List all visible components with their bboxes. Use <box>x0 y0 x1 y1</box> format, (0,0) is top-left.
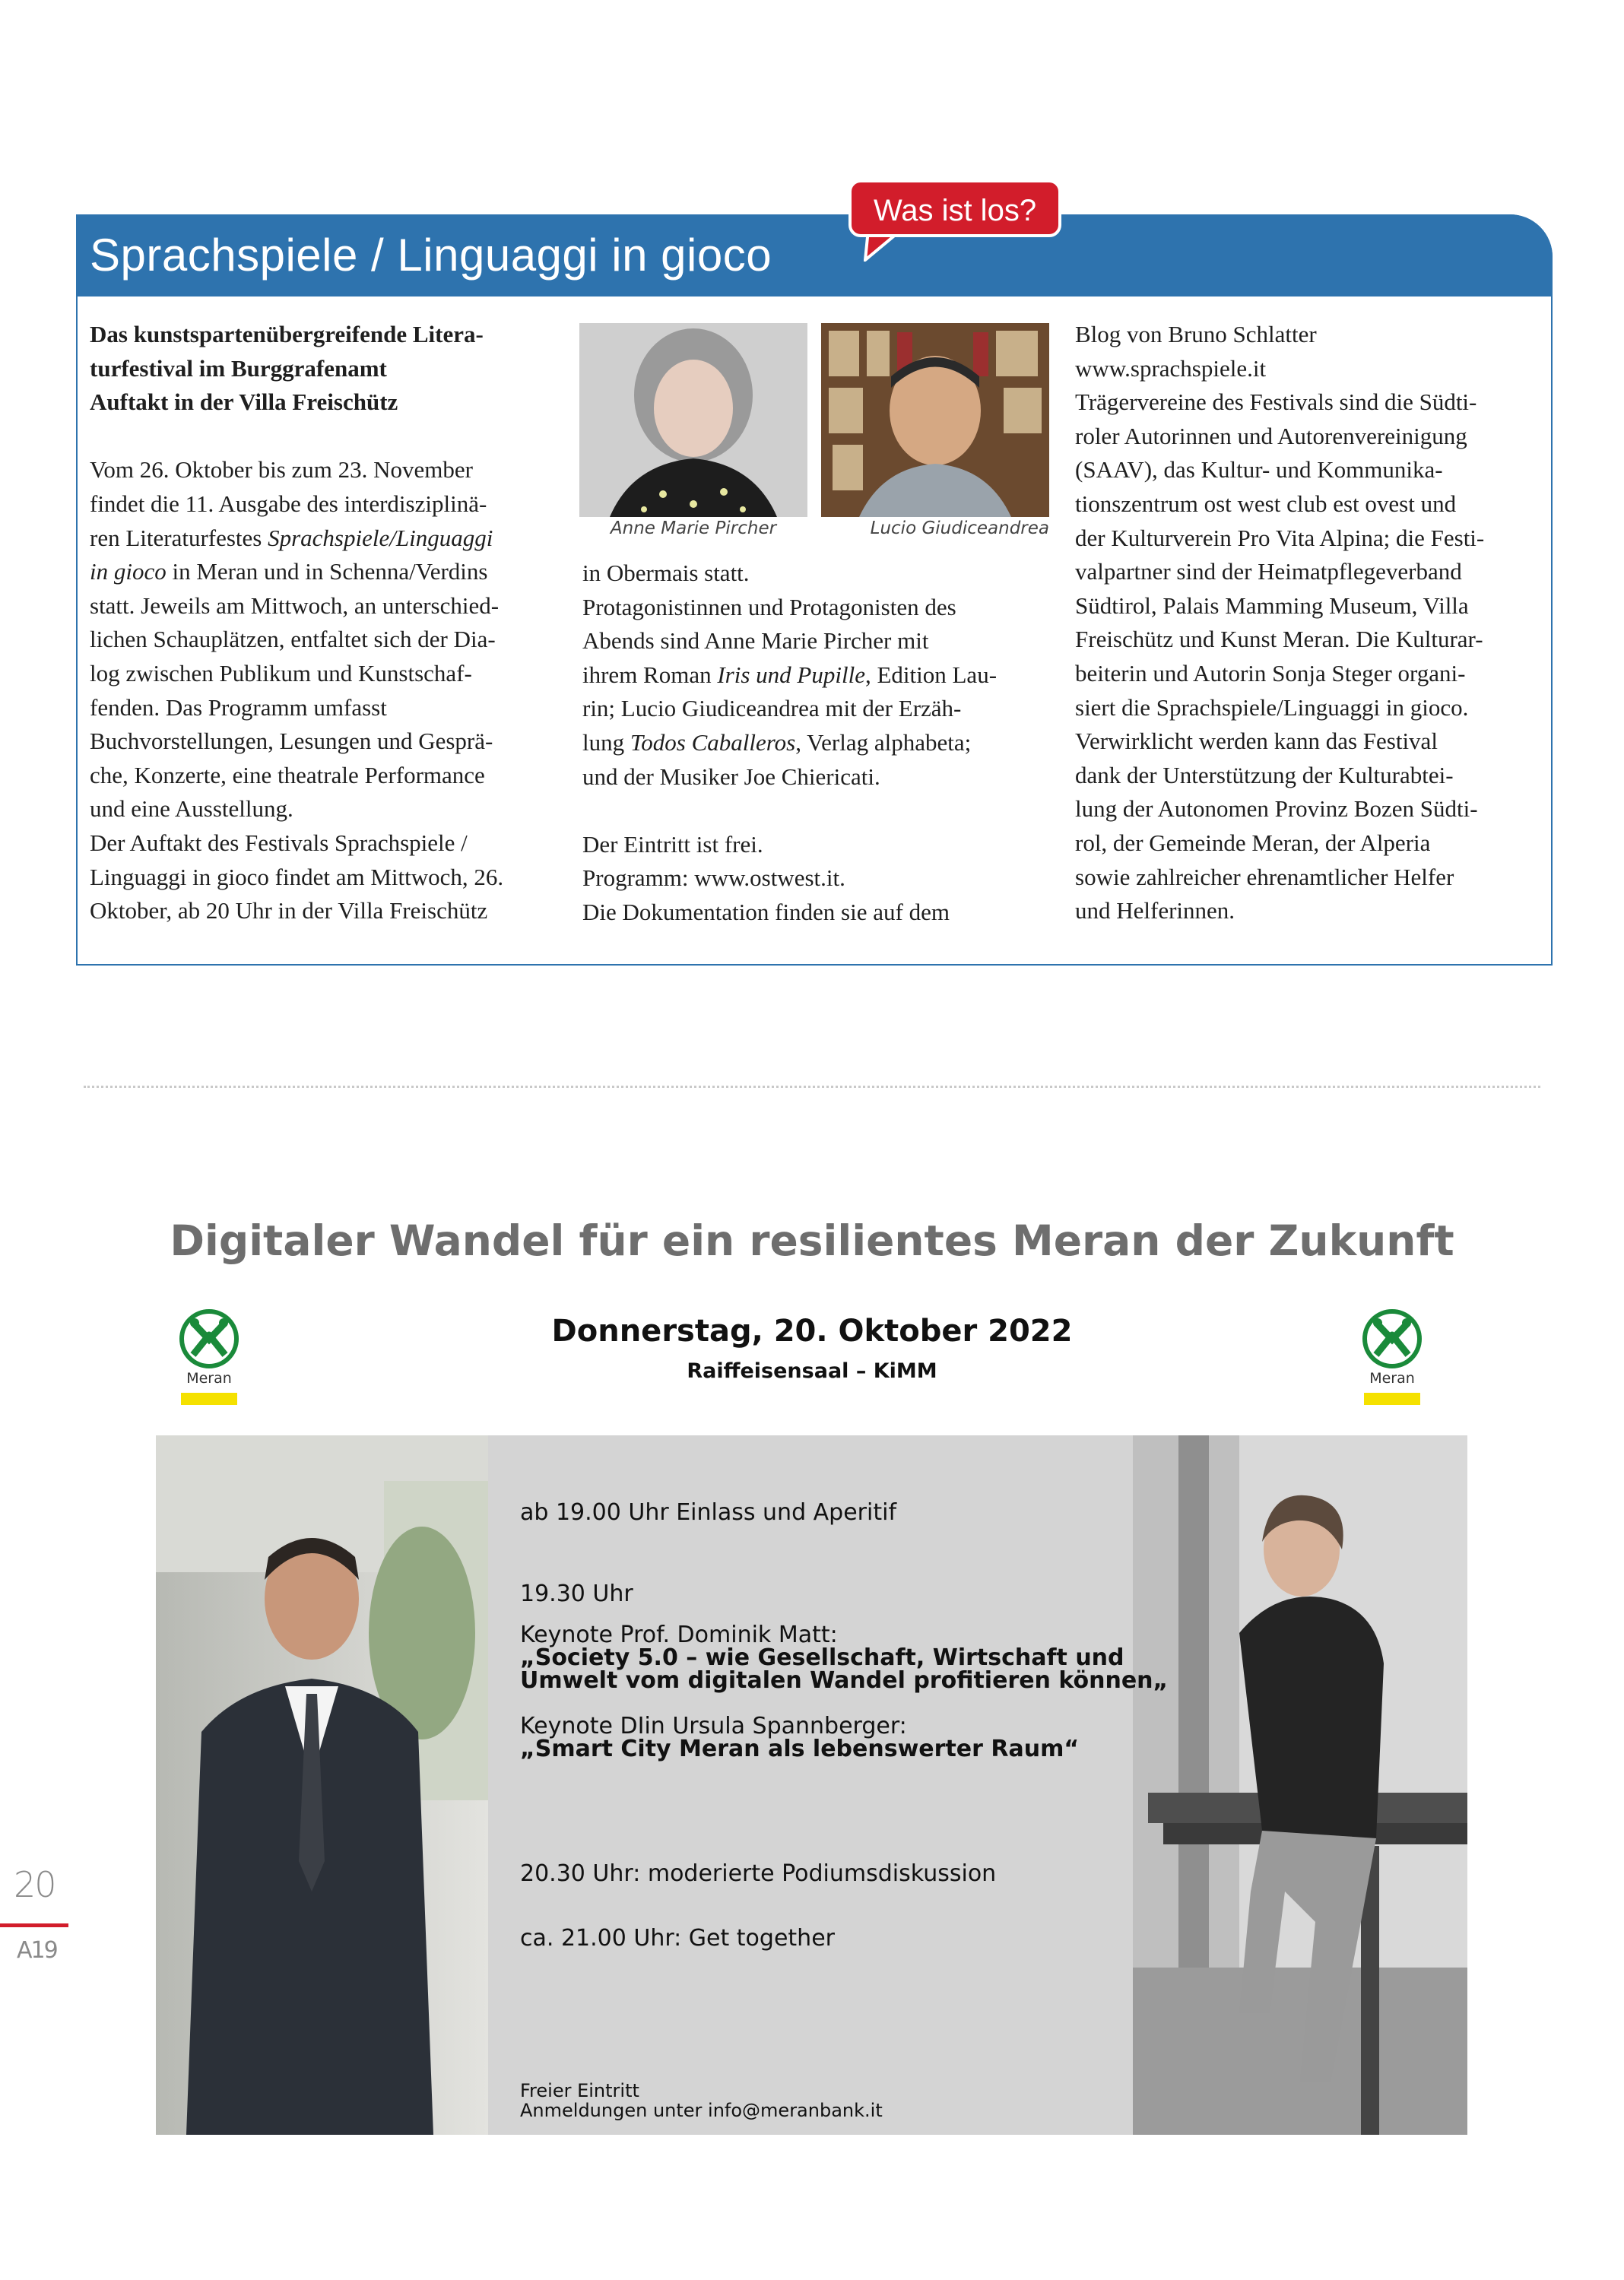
article-paragraph: Blog von Bruno Schlatter www.sprachspiele.it Trägervereine des Festivals sind die Südti- roler Autorinnen und Autorenvereinigung (SAAV), das Kultur- und Kommunika- tionszentrum ost west club est ovest und der Kulturverein Pro Vita Alpina; die Festi- valpartner sind der Heimatpflegeverband Südtirol, Palais Mamming Museum, Villa Freischütz und Kunst Meran. Die Kulturar- beiterin und Autorin Sonja Steger organi- siert die Sprachspiele/Linguaggi in gioco. Verwirklicht werden kann das Festival dank der Unterstützung der Kulturabtei- lung der Autonomen Provinz Bozen Südti- rol, der Gemeinde Meran, der Alperia sowie zahlreicher ehrenamtlicher Helfer und Helferinnen. <box>1075 321 1485 924</box>
raiffeisen-gable-icon <box>1358 1308 1426 1370</box>
program-item: ca. 21.00 Uhr: Get together <box>520 1925 835 1952</box>
raiffeisen-gable-icon <box>175 1308 243 1370</box>
photo-speaker-dominik-matt <box>156 1435 488 2135</box>
page-code: A19 <box>17 1937 57 1964</box>
program-item: 20.30 Uhr: moderierte Podiumsdiskussion <box>520 1860 997 1887</box>
article-column-3 <box>1075 318 1537 928</box>
website-link[interactable]: www.sprachspiele.it <box>1075 354 1267 382</box>
page-number: 20 <box>14 1864 56 1905</box>
photo-lucio-giudiceandrea <box>821 323 1049 517</box>
article-column-1 <box>90 318 560 928</box>
article-lead: Das kunstspartenübergreifende Litera- turfestival im Burggrafenamt Auftakt in der Villa Freischütz <box>90 321 484 416</box>
ad-title: Digitaler Wandel für ein resilientes Meran der Zukunft <box>170 1216 1454 1265</box>
article-paragraph: in Obermais statt. Protagonistinnen und Protagonisten des Abends sind Anne Marie Pircher mit ihrem Roman Iris und Pupille, Edition Lau- rin; Lucio Giudiceandrea mit der Erzäh- lung Todos Caballeros, Verlag alphabeta; und der Musiker Joe Chiericati. <box>582 560 998 790</box>
program-item: ab 19.00 Uhr Einlass und Aperitif <box>520 1499 896 1526</box>
raiffeisen-logo: Meran <box>175 1308 243 1406</box>
keynote-label: Keynote DIin Ursula Spannberger: <box>520 1713 907 1739</box>
program-item: 19.30 Uhr <box>520 1581 633 1607</box>
section-divider <box>84 1086 1540 1088</box>
article-paragraph: Vom 26. Oktober bis zum 23. November findet die 11. Ausgabe des interdisziplinä- ren Literaturfestes Sprachspiele/Linguaggi in gioco in Meran und in Schenna/Verdins statt. Jeweils am Mittwoch, an unterschied- lichen Schauplätzen, entfaltet sich der Dia- log zwischen Publikum und Kunstschaf- fenden. Das Programm umfasst Buchvorstellungen, Lesungen und Gesprä- che, Konzerte, eine theatrale Performance und eine Ausstellung. Der Auftakt des Festivals Sprachspiele / Linguaggi in gioco findet am Mittwoch, 26. Oktober, ab 20 Uhr in der Villa Freischütz <box>90 456 504 924</box>
keynote-title: „Smart City Meran als lebenswerter Raum“ <box>520 1736 1080 1762</box>
page-number-rule <box>0 1923 68 1927</box>
email-link[interactable]: Anmeldungen unter info@meranbank.it <box>520 2100 883 2121</box>
keynote-label: Keynote Prof. Dominik Matt: <box>520 1622 838 1648</box>
event-date: Donnerstag, 20. Oktober 2022 <box>551 1314 1073 1349</box>
article-title: Sprachspiele / Linguaggi in gioco <box>90 230 772 281</box>
photo-caption: Lucio Giudiceandrea <box>870 518 1049 538</box>
article-paragraph: Der Eintritt ist frei. Programm: www.ostwest.it. Die Dokumentation finden sie auf dem <box>582 830 950 925</box>
section-badge: Was ist los? <box>848 179 1061 237</box>
program-footer: Freier Eintritt Anmeldungen unter info@meranbank.it <box>520 2080 883 2121</box>
photo-caption: Anne Marie Pircher <box>610 518 777 538</box>
raiffeisen-logo: Meran <box>1358 1308 1426 1406</box>
photo-anne-marie-pircher <box>579 323 807 517</box>
article-column-2 <box>582 557 1054 930</box>
event-venue: Raiffeisensaal – KiMM <box>687 1359 937 1383</box>
photo-speaker-ursula-spannberger <box>1133 1435 1467 2135</box>
keynote-title: „Society 5.0 – wie Gesellschaft, Wirtschaft und Umwelt vom digitalen Wandel profitieren können„ <box>520 1644 1169 1694</box>
